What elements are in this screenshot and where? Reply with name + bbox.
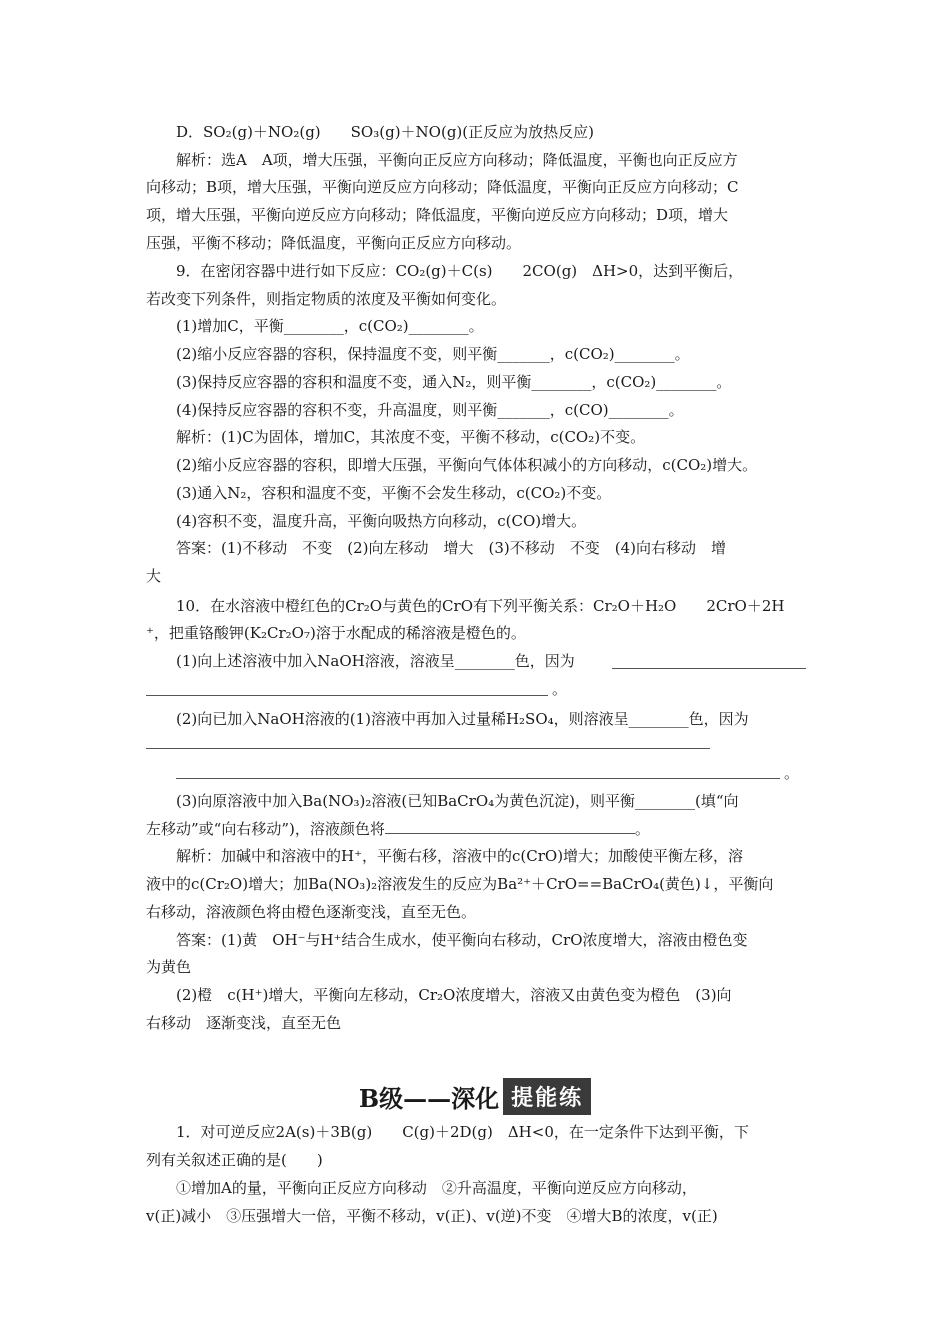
text-line: 。: [552, 680, 568, 698]
text-line: 解析：(1)C为固体，增加C，其浓度不变，平衡不移动，c(CO₂)不变。: [176, 428, 646, 446]
text-line: 9．在密闭容器中进行如下反应：CO₂(g)＋C(s) 2CO(g) ΔH>0，达到平衡后，: [176, 262, 744, 280]
answer-blank-line: [146, 695, 548, 696]
section-level: B级——深化: [358, 1084, 500, 1113]
text-line: 答案：(1)不移动 不变 (2)向左移动 增大 (3)不移动 不变 (4)向右移动 增: [176, 539, 726, 557]
text-line: 项，增大压强，平衡向逆反应方向移动；降低温度，平衡向逆反应方向移动；D项，增大: [146, 206, 729, 224]
section-tag: 提能练: [503, 1078, 591, 1115]
text-line: (2)缩小反应容器的容积，保持温度不变，则平衡_______，c(CO₂)________。: [176, 345, 690, 363]
text-line: 。: [784, 764, 800, 782]
text-line: 大: [146, 567, 162, 585]
text-line: ①增加A的量，平衡向正反应方向移动 ②升高温度，平衡向逆反应方向移动，: [176, 1179, 697, 1197]
question-text: (2)向已加入NaOH溶液的(1)溶液中再加入过量稀H₂SO₄，则溶液呈________色，因为: [176, 710, 749, 728]
text-line: [176, 709, 846, 729]
question-text: 。: [634, 820, 650, 838]
text-line: D．SO₂(g)＋NO₂(g) SO₃(g)＋NO(g)(正反应为放热反应): [176, 123, 594, 141]
section-heading: [0, 1078, 950, 1115]
text-line: (3)保持反应容器的容积和温度不变，通入N₂，则平衡________，c(CO₂)________。: [176, 373, 732, 391]
text-line: 若改变下列条件，则指定物质的浓度及平衡如何变化。: [146, 290, 507, 308]
text-line: 答案：(1)黄 OH⁻与H⁺结合生成水，使平衡向右移动，CrO浓度增大，溶液由橙色变: [176, 931, 748, 949]
text-line: ⁺，把重铬酸钾(K₂Cr₂O₇)溶于水配成的稀溶液是橙色的。: [146, 624, 526, 642]
text-line: 列有关叙述正确的是( ): [146, 1151, 323, 1169]
text-line: 解析：加碱中和溶液中的H⁺，平衡右移，溶液中的c(CrO)增大；加酸使平衡左移，溶: [176, 847, 744, 865]
text-line: (4)容积不变，温度升高，平衡向吸热方向移动，c(CO)增大。: [176, 512, 587, 530]
answer-blank-line: [176, 778, 780, 779]
text-line: 解析：选A A项，增大压强，平衡向正反应方向移动；降低温度，平衡也向正反应方: [176, 151, 738, 169]
answer-blank-line: [612, 668, 806, 669]
text-line: v(正)减小 ③压强增大一倍，平衡不移动，v(正)、v(逆)不变 ④增大B的浓度，v(正): [146, 1207, 718, 1225]
text-line: (2)橙 c(H⁺)增大，平衡向左移动，Cr₂O浓度增大，溶液又由黄色变为橙色 (3)向: [176, 986, 732, 1004]
text-line: 右移动 逐渐变浅，直至无色: [146, 1014, 342, 1032]
text-line: (3)向原溶液中加入Ba(NO₃)₂溶液(已知BaCrO₄为黄色沉淀)，则平衡________(填“向: [176, 792, 739, 810]
text-line: 压强，平衡不移动；降低温度，平衡向正反应方向移动。: [146, 234, 522, 252]
question-text: (1)向上述溶液中加入NaOH溶液，溶液呈________色，因为: [176, 652, 575, 670]
text-line: 10．在水溶液中橙红色的Cr₂O与黄色的CrO有下列平衡关系：Cr₂O＋H₂O 2CrO＋2H: [176, 597, 785, 615]
text-line: (3)通入N₂，容积和温度不变，平衡不会发生移动，c(CO₂)不变。: [176, 484, 612, 502]
text-line: 1．对可逆反应2A(s)＋3B(g) C(g)＋2D(g) ΔH<0，在一定条件下达到平衡，下: [176, 1123, 749, 1141]
answer-blank: [385, 819, 635, 834]
text-line: (1)增加C，平衡________，c(CO₂)________。: [176, 317, 484, 335]
text-line: 为黄色: [146, 958, 192, 976]
answer-blank-line: [146, 748, 710, 749]
text-line: 向移动；B项，增大压强，平衡向逆反应方向移动；降低温度，平衡向正反应方向移动；C: [146, 178, 739, 196]
text-line: [146, 819, 816, 839]
text-line: (4)保持反应容器的容积不变，升高温度，则平衡_______，c(CO)________。: [176, 401, 684, 419]
text-line: (2)缩小反应容器的容积，即增大压强，平衡向气体体积减小的方向移动，c(CO₂)增大。: [176, 456, 758, 474]
question-text: 左移动”或“向右移动”)，溶液颜色将: [146, 820, 385, 838]
text-line: 液中的c(Cr₂O)增大；加Ba(NO₃)₂溶液发生的反应为Ba²⁺＋CrO==BaCrO₄(黄色)↓，平衡向: [146, 875, 774, 893]
text-line: 右移动，溶液颜色将由橙色逐渐变浅，直至无色。: [146, 903, 477, 921]
